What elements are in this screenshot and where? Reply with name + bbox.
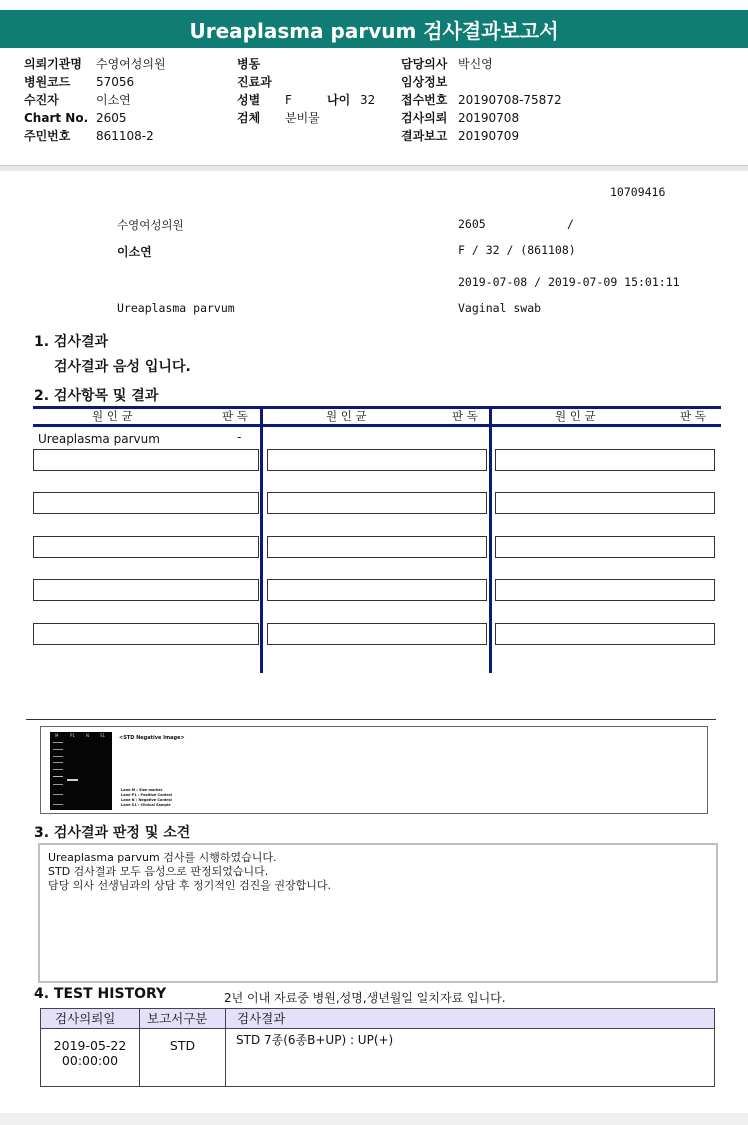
detail-chart: 2605 (458, 217, 486, 231)
field-label: 검체 (237, 111, 261, 125)
report-date-row (401, 127, 562, 145)
empty-result-box (33, 536, 259, 558)
detail-dates: 2019-07-08 / 2019-07-09 15:01:11 (458, 275, 680, 289)
history-result: STD 7종(6종B+UP) : UP(+) (236, 1033, 394, 1047)
grid-divider-1 (260, 406, 263, 673)
clinical-info-row (401, 73, 562, 91)
history-date: 2019-05-22 (53, 1038, 127, 1053)
results-grid-top-border (33, 406, 721, 409)
ladder-band (53, 756, 63, 757)
header-column-1 (24, 55, 166, 145)
detail-hospital: 수영여성의원 (117, 218, 184, 232)
column-header-judgement: 판 독 (680, 409, 706, 423)
history-column-divider (225, 1009, 226, 1086)
empty-result-box (33, 579, 259, 601)
empty-result-box (495, 623, 715, 645)
empty-result-box (267, 623, 487, 645)
result-judgement: - (237, 430, 242, 444)
empty-result-box (33, 492, 259, 514)
detail-test-name: Ureaplasma parvum (117, 301, 235, 315)
sex-row (237, 91, 375, 109)
gel-legend-item: Lane N : Negative Control (121, 798, 172, 802)
field-label: 담당의사 (401, 57, 448, 71)
empty-result-box (267, 536, 487, 558)
grid-divider-2 (489, 406, 492, 673)
lane-label: P1 (70, 733, 75, 738)
lane-label: N (86, 733, 89, 738)
hospital-code-row (24, 73, 166, 91)
results-grid-header-border (33, 424, 721, 427)
empty-result-box (495, 579, 715, 601)
history-type: STD (169, 1038, 196, 1053)
field-label: Chart No. (24, 111, 89, 125)
ladder-band (53, 776, 63, 777)
empty-result-box (267, 449, 487, 471)
referral-institution-row (24, 55, 166, 73)
positive-control-band (67, 779, 78, 781)
specimen-code: 10709416 (610, 185, 666, 199)
gel-electrophoresis-image (50, 732, 112, 810)
history-header-request-date: 검사의뢰일 (55, 1011, 116, 1026)
column-header-pathogen: 원 인 균 (326, 409, 367, 423)
gel-legend (121, 788, 172, 808)
column-header-judgement: 판 독 (222, 409, 248, 423)
lane-label: S1 (100, 733, 106, 738)
field-value: F (285, 93, 292, 107)
request-date-row (401, 109, 562, 127)
section1-title: 1. 검사결과 (34, 334, 109, 350)
specimen-row (237, 109, 375, 127)
ladder-band (53, 804, 63, 805)
field-label: 진료과 (237, 75, 272, 89)
image-divider (26, 719, 716, 720)
history-time: 00:00:00 (61, 1053, 119, 1068)
field-value: 박신영 (458, 57, 493, 71)
section3-title: 3. 검사결과 판정 및 소견 (34, 825, 191, 841)
opinion-box (38, 843, 718, 983)
field-value: 20190708 (458, 111, 520, 125)
field-value: 2605 (96, 111, 127, 125)
gel-caption: <STD Negative Image> (119, 735, 185, 741)
history-header-report-type: 보고서구분 (147, 1011, 208, 1026)
empty-result-box (33, 623, 259, 645)
header-divider (0, 165, 748, 171)
column-header-judgement: 판 독 (452, 409, 478, 423)
section4-title: 4. TEST HISTORY (34, 986, 167, 1002)
field-value: 20190708-75872 (458, 93, 562, 107)
detail-specimen: Vaginal swab (458, 301, 542, 315)
opinion-line: Ureaplasma parvum 검사를 시행하였습니다. (48, 851, 277, 864)
ladder-band (53, 769, 63, 770)
column-header-pathogen: 원 인 균 (92, 409, 133, 423)
department-row (237, 73, 375, 91)
field-value: 수영여성의원 (96, 57, 166, 71)
lane-label: M (55, 733, 59, 738)
ladder-band (53, 794, 63, 795)
field-label: 주민번호 (24, 129, 71, 143)
empty-result-box (267, 579, 487, 601)
field-label: 검사의뢰 (401, 111, 448, 125)
field-value: 57056 (96, 75, 135, 89)
detail-patient: 이소연 (117, 245, 152, 259)
history-header-result: 검사결과 (237, 1011, 286, 1026)
section1-result: 검사결과 음성 입니다. (54, 359, 191, 375)
ladder-band (53, 762, 63, 763)
age-value: 32 (360, 93, 376, 107)
history-date-cell (41, 1038, 139, 1068)
empty-result-box (267, 492, 487, 514)
field-value: 분비물 (285, 111, 320, 125)
history-note: 2년 이내 자료중 병원,성명,생년월일 일치자료 입니다. (224, 991, 506, 1005)
doctor-row (401, 55, 562, 73)
history-table (40, 1008, 715, 1087)
gel-legend-item: Lane M : Size marker (121, 788, 163, 792)
column-header-pathogen: 원 인 균 (555, 409, 596, 423)
field-label: 의뢰기관명 (24, 57, 82, 71)
receipt-no-row (401, 91, 562, 109)
section2-title: 2. 검사항목 및 결과 (34, 388, 159, 404)
header-column-2 (237, 55, 375, 127)
field-value: 이소연 (96, 93, 131, 107)
empty-result-box (495, 536, 715, 558)
field-value: 20190709 (458, 129, 520, 143)
field-label: 결과보고 (401, 129, 448, 143)
ladder-band (53, 742, 63, 743)
field-label: 임상정보 (401, 75, 448, 89)
chart-no-row (24, 109, 166, 127)
gel-legend-item: Lane S1 : Clinical Sample (121, 803, 171, 807)
age-label: 나이 (327, 93, 351, 107)
field-label: 성별 (237, 93, 261, 107)
field-label: 접수번호 (401, 93, 448, 107)
detail-chart-slash: / (567, 217, 574, 231)
report-title: Ureaplasma parvum 검사결과보고서 (0, 10, 748, 48)
header-column-3 (401, 55, 562, 145)
detail-sex-age: F / 32 / (861108) (458, 243, 576, 257)
ladder-band (53, 784, 63, 785)
ward-row (237, 55, 375, 73)
empty-result-box (495, 449, 715, 471)
result-pathogen-name: Ureaplasma parvum (38, 432, 160, 446)
opinion-line: STD 검사결과 모두 음성으로 판정되었습니다. (48, 865, 269, 878)
field-label: 병원코드 (24, 75, 71, 89)
field-value: 861108-2 (96, 129, 154, 143)
gel-legend-item: Lane P1 : Positive Control (121, 793, 172, 797)
empty-result-box (33, 449, 259, 471)
gel-image-frame (40, 726, 708, 814)
empty-result-box (495, 492, 715, 514)
page-footer-bar (0, 1113, 748, 1125)
resident-no-row (24, 127, 166, 145)
patient-name-row (24, 91, 166, 109)
history-table-header (41, 1009, 714, 1029)
field-label: 병동 (237, 57, 261, 71)
opinion-line: 담당 의사 선생님과의 상담 후 정기적인 검진을 권장합니다. (48, 879, 331, 892)
ladder-band (53, 749, 63, 750)
field-label: 수진자 (24, 93, 59, 107)
